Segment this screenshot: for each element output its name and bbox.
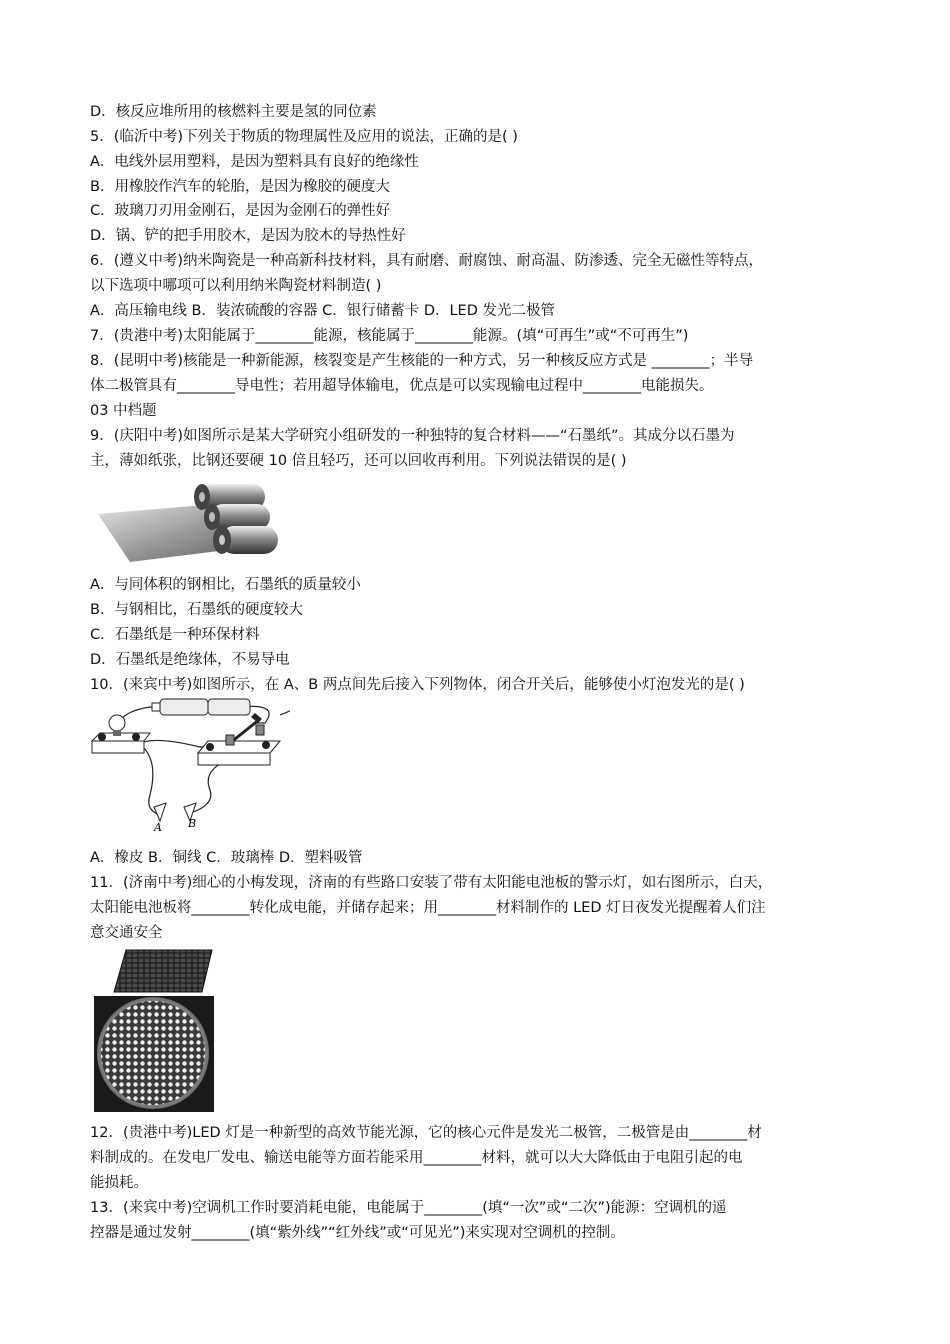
q11-stem-line2: 太阳能电池板将________转化成电能，并储存起来；用________材料制作的 LED 灯日夜发光提醒着人们注 bbox=[90, 900, 766, 916]
lamp-base bbox=[92, 715, 150, 753]
section-heading: 03 中档题 bbox=[90, 403, 157, 419]
graphite-paper-figure bbox=[90, 474, 290, 569]
q8-stem-line1: 8．(昆明中考)核能是一种新能源，核裂变是产生核能的一种方式，另一种核反应方式是 ________；半导 bbox=[90, 353, 754, 369]
q5-option-a: A．电线外层用塑料，是因为塑料具有良好的绝缘性 bbox=[90, 154, 419, 170]
q11-stem-line1: 11．(济南中考)细心的小梅发现，济南的有些路口安装了带有太阳能电池板的警示灯，如右图所示，白天， bbox=[90, 875, 773, 891]
wire bbox=[280, 707, 290, 715]
q10-options: A．橡皮 B．铜线 C．玻璃棒 D．塑料吸管 bbox=[90, 850, 363, 866]
label-a: A bbox=[154, 821, 162, 834]
q11-stem-line3: 意交通安全 bbox=[90, 925, 163, 941]
q12-stem-line3: 能损耗。 bbox=[90, 1175, 148, 1191]
circuit-figure bbox=[90, 695, 290, 835]
q9-stem-line1: 9．(庆阳中考)如图所示是某大学研究小组研发的一种独特的复合材料——“石墨纸”。其成分以石墨为 bbox=[90, 428, 735, 444]
q5-stem: 5．(临沂中考)下列关于物质的物理属性及应用的说法，正确的是( ) bbox=[90, 129, 518, 145]
q9-stem-line2: 主，薄如纸张，比钢还要硬 10 倍且轻巧，还可以回收再利用。下列说法错误的是( ) bbox=[90, 453, 627, 469]
solar-warning-light-figure bbox=[90, 948, 218, 1113]
q7-stem: 7．(贵港中考)太阳能属于________能源，核能属于________能源。(填“可再生”或“不可再生”) bbox=[90, 328, 689, 344]
q9-option-d: D．石墨纸是绝缘体，不易导电 bbox=[90, 652, 290, 668]
q10-stem: 10．(来宾中考)如图所示，在 A、B 两点间先后接入下列物体，闭合开关后，能够使小灯泡发光的是( ) bbox=[90, 677, 745, 693]
q9-option-c: C．石墨纸是一种环保材料 bbox=[90, 627, 260, 643]
q5-option-d: D．锅、铲的把手用胶木，是因为胶木的导热性好 bbox=[90, 228, 406, 244]
switch-base bbox=[198, 713, 280, 765]
battery-pack bbox=[152, 699, 250, 715]
q8-stem-line2: 体二极管具有________导电性；若用超导体输电，优点是可以实现输电过程中________电能损失。 bbox=[90, 378, 714, 394]
q5-option-c: C．玻璃刀刃用金刚石，是因为金刚石的弹性好 bbox=[90, 203, 391, 219]
q5-option-b: B．用橡胶作汽车的轮胎，是因为橡胶的硬度大 bbox=[90, 179, 390, 195]
label-b: B bbox=[188, 817, 197, 830]
q12-stem-line2: 料制成的。在发电厂发电、输送电能等方面若能采用________材料，就可以大大降低由于电阻引起的电 bbox=[90, 1150, 743, 1166]
q6-stem-line2: 以下选项中哪项可以利用纳米陶瓷材料制造( ) bbox=[90, 278, 382, 294]
q13-stem-line2: 控器是通过发射________(填“紫外线”“红外线”或“可见光”)来实现对空调机的控制。 bbox=[90, 1225, 625, 1241]
q6-stem-line1: 6．(遵义中考)纳米陶瓷是一种高新科技材料，具有耐磨、耐腐蚀、耐高温、防渗透、完全无磁性等特点， bbox=[90, 253, 764, 269]
q9-option-a: A．与同体积的钢相比，石墨纸的质量较小 bbox=[90, 577, 361, 593]
q9-option-b: B．与钢相比，石墨纸的硬度较大 bbox=[90, 602, 303, 618]
q4-option-d: D．核反应堆所用的核燃料主要是氢的同位素 bbox=[90, 104, 377, 120]
q6-options: A．高压输电线 B．装浓硫酸的容器 C．银行储蓄卡 D．LED 发光二极管 bbox=[90, 303, 555, 319]
bulb-icon bbox=[109, 715, 125, 731]
q13-stem-line1: 13．(来宾中考)空调机工作时要消耗电能，电能属于________(填“一次”或“二次”)能源：空调机的遥 bbox=[90, 1200, 727, 1216]
solar-panel bbox=[114, 950, 212, 992]
q12-stem-line1: 12．(贵港中考)LED 灯是一种新型的高效节能光源，它的核心元件是发光二极管，二极管是由________材 bbox=[90, 1125, 762, 1141]
